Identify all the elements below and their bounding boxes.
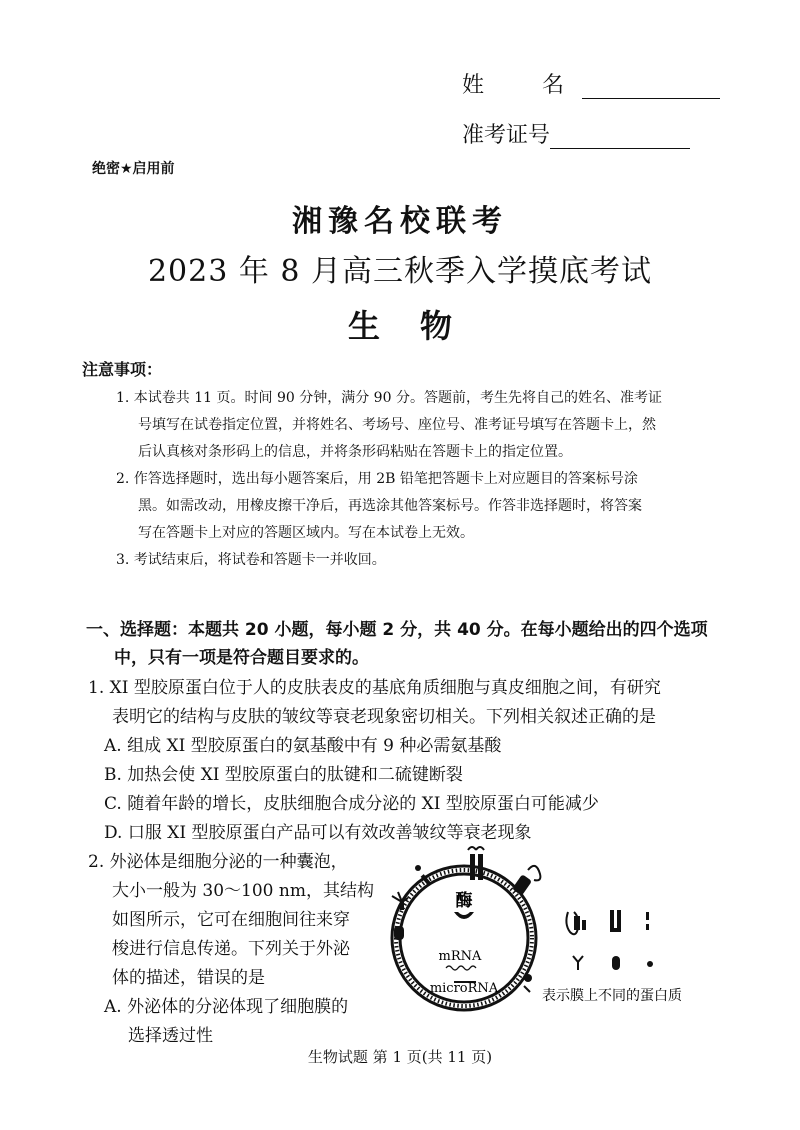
q1-stem: 1. XI 型胶原蛋白位于人的皮肤表皮的基底角质细胞与真皮细胞之间，有研究 bbox=[88, 678, 661, 698]
exam-name-title: 2023 年 8 月高三秋季入学摸底考试 bbox=[147, 254, 653, 289]
notice-line: 写在答题卡上对应的答题区域内。写在本试卷上无效。 bbox=[138, 525, 474, 541]
notice-line: 号填写在试卷指定位置，并将姓名、考场号、座位号、准考证号填写在答题卡上，然 bbox=[138, 417, 656, 433]
membrane-protein-lower-right bbox=[524, 974, 532, 992]
secret-mark: 绝密★启用前 bbox=[92, 161, 175, 177]
q2-stem: 如图所示，它可在细胞间往来穿 bbox=[112, 910, 350, 930]
notice-line: 后认真核对条形码上的信息，并将条形码粘贴在答题卡上的指定位置。 bbox=[138, 444, 572, 460]
q2-option-a: A. 外泌体的分泌体现了细胞膜的 bbox=[104, 997, 349, 1017]
q1-option-b: B. 加热会使 XI 型胶原蛋白的肽键和二硫键断裂 bbox=[104, 765, 463, 785]
legend-protein-icons bbox=[566, 910, 653, 970]
q2-stem: 2. 外泌体是细胞分泌的一种囊泡， bbox=[88, 852, 348, 872]
exam-org-title: 湘豫名校联考 bbox=[292, 204, 508, 239]
notice-line: 2. 作答选择题时，选出每小题答案后，用 2B 铅笔把答题卡上对应题目的答案标号涂 bbox=[116, 471, 638, 487]
subject-title: 生物 bbox=[347, 307, 492, 345]
mrna-icon bbox=[446, 966, 476, 970]
question-1 bbox=[88, 674, 728, 848]
exosome-figure bbox=[388, 840, 718, 1020]
legend-caption: 表示膜上不同的蛋白质 bbox=[542, 988, 682, 1004]
q2-stem: 梭进行信息传递。下列关于外泌 bbox=[112, 939, 350, 959]
section-heading-line: 一、选择题：本题共 20 小题，每小题 2 分，共 40 分。在每小题给出的四个选项 bbox=[86, 620, 708, 640]
notice-line: 3. 考试结束后，将试卷和答题卡一并收回。 bbox=[116, 552, 386, 568]
name-label: 姓 名 bbox=[462, 73, 583, 98]
mrna-label: mRNA bbox=[438, 949, 482, 964]
enzyme-label: 酶 bbox=[455, 891, 473, 911]
notice-line: 黑。如需改动，用橡皮擦干净后，再选涂其他答案标号。作答非选择题时，将答案 bbox=[138, 498, 642, 514]
q2-option-a-cont: 选择透过性 bbox=[128, 1026, 213, 1046]
ticket-field-row bbox=[462, 118, 690, 149]
q1-option-d: D. 口服 XI 型胶原蛋白产品可以有效改善皱纹等衰老现象 bbox=[104, 823, 532, 843]
q1-option-a: A. 组成 XI 型胶原蛋白的氨基酸中有 9 种必需氨基酸 bbox=[104, 736, 502, 756]
name-field-row bbox=[462, 68, 720, 99]
ticket-label: 准考证号 bbox=[462, 123, 551, 148]
microrna-label: microRNA bbox=[429, 981, 499, 996]
membrane-protein-right bbox=[512, 866, 540, 896]
notice-block bbox=[116, 385, 716, 574]
q2-stem: 体的描述，错误的是 bbox=[112, 968, 265, 988]
notice-heading: 注意事项： bbox=[82, 360, 163, 379]
q2-stem: 大小一般为 30～100 nm，其结构 bbox=[112, 881, 374, 901]
page-footer: 生物试题 第 1 页(共 11 页) bbox=[307, 1048, 493, 1066]
q1-stem: 表明它的结构与皮肤的皱纹等衰老现象密切相关。下列相关叙述正确的是 bbox=[112, 707, 656, 727]
enzyme-icon bbox=[454, 912, 474, 919]
question-2 bbox=[88, 848, 388, 1051]
ticket-blank[interactable] bbox=[550, 124, 690, 149]
section-heading-line: 中，只有一项是符合题目要求的。 bbox=[114, 648, 369, 668]
name-blank[interactable] bbox=[582, 74, 720, 99]
section-heading bbox=[86, 616, 726, 672]
notice-line: 1. 本试卷共 11 页。时间 90 分钟，满分 90 分。答题前，考生先将自己的姓名、准考证 bbox=[116, 390, 662, 406]
q1-option-c: C. 随着年龄的增长，皮肤细胞合成分泌的 XI 型胶原蛋白可能减少 bbox=[104, 794, 599, 814]
